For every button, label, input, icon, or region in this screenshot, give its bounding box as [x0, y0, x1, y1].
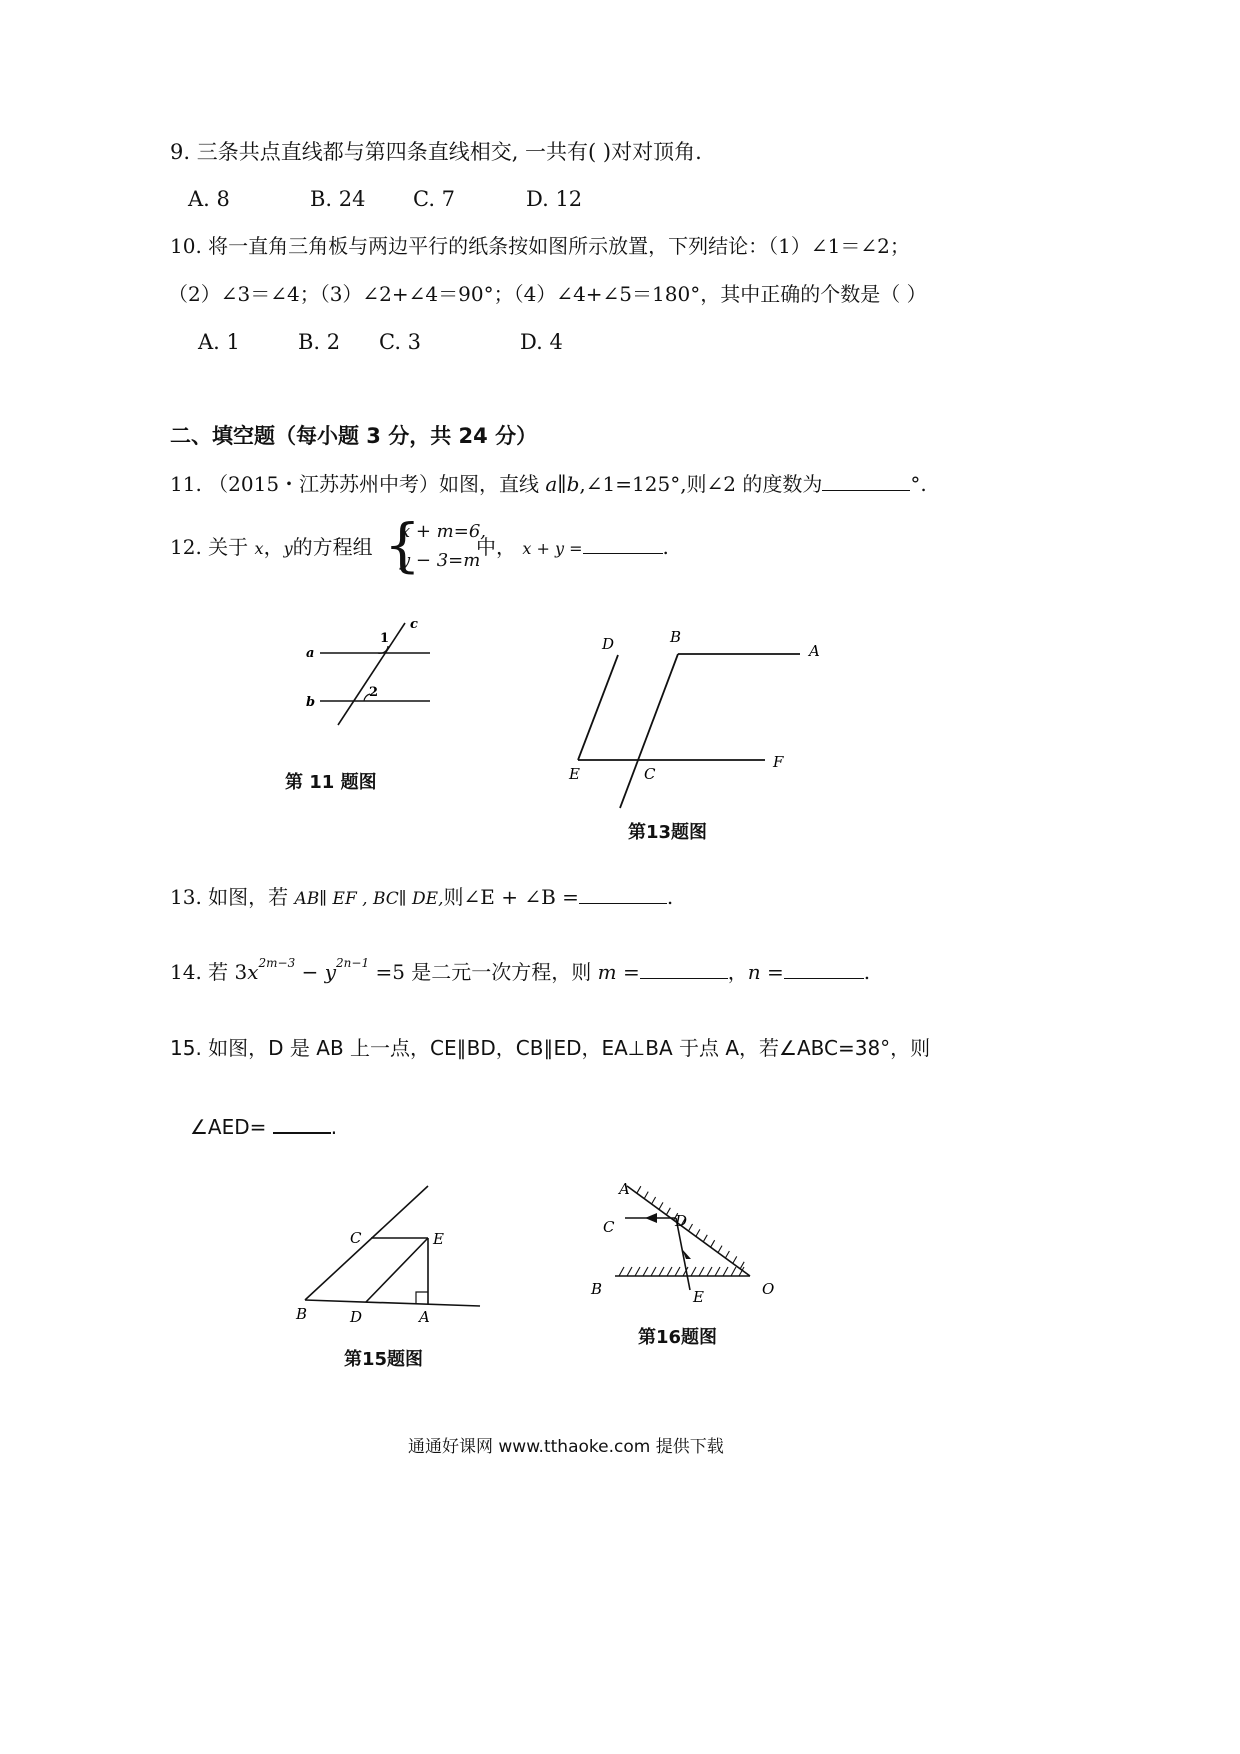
- q10-stem-line1: 10. 将一直角三角板与两边平行的纸条按如图所示放置，下列结论：（1）∠1＝∠2；: [170, 234, 910, 258]
- q15-angle-aed: ∠AED=: [190, 1115, 267, 1139]
- footer-download-note: 通通好课网 www.tthaoke.com 提供下载: [408, 1437, 724, 1457]
- q12-system-brace: {: [384, 511, 421, 579]
- fig15-label-d: D: [350, 1308, 363, 1326]
- q12-var-x: x: [254, 539, 264, 558]
- q14-end: .: [863, 960, 871, 984]
- q14-var-m: m: [597, 960, 617, 984]
- fig16-hatch-ao: [637, 1186, 744, 1269]
- q12-prefix: 12. 关于: [170, 535, 249, 559]
- q15-answer-blank[interactable]: [273, 1112, 331, 1134]
- fig16-label-e: E: [693, 1288, 704, 1306]
- q13-condition: AB∥ EF , BC∥ DE,: [294, 889, 444, 909]
- q14-answer-m-blank[interactable]: [640, 958, 728, 979]
- q10-option-a: A. 1: [198, 330, 240, 354]
- q14-eq-1: =: [616, 960, 640, 984]
- fig11-label-a: a: [306, 646, 315, 661]
- q10-stem-line2: （2）∠3＝∠4；（3）∠2+∠4＝90°；（4）∠4+∠5＝180°，其中正确的个数是（ ）: [168, 282, 927, 306]
- fig13-label-d: D: [602, 635, 615, 653]
- fig13-line-de: [578, 655, 618, 760]
- fig13-label-c: C: [644, 765, 656, 783]
- fig13-label-a: A: [809, 642, 820, 660]
- q14-exponent-1: 2m−3: [258, 956, 296, 970]
- q11-parallel: ∥: [557, 472, 567, 496]
- fig15-line-ba: [305, 1300, 480, 1306]
- fig11-label-c: c: [410, 617, 418, 632]
- q9-option-c: C. 7: [413, 187, 456, 211]
- fig15-caption: 第15题图: [344, 1349, 424, 1370]
- q10-option-d: D. 4: [520, 330, 563, 354]
- fig11-line-c: [338, 623, 405, 725]
- fig16-arrow-left: [645, 1213, 657, 1223]
- fig11-label-1: 1: [380, 631, 390, 646]
- fig16-caption: 第16题图: [638, 1327, 718, 1348]
- fig16-label-c: C: [603, 1218, 615, 1236]
- q11-var-b: b: [566, 472, 580, 496]
- fig15-label-e: E: [433, 1230, 444, 1248]
- section-title-fill-blank: 二、填空题（每小题 3 分，共 24 分）: [170, 424, 538, 448]
- figure-13: [560, 625, 830, 810]
- fig16-label-a: A: [619, 1180, 630, 1198]
- q12-stem-right: [476, 533, 669, 563]
- fig16-hatch-bo: [619, 1267, 744, 1276]
- q14-stem: [170, 958, 870, 989]
- q15-end: .: [330, 1115, 338, 1139]
- q11-stem: [170, 470, 927, 498]
- q9-option-b: B. 24: [310, 187, 366, 211]
- fig11-label-b: b: [306, 695, 316, 710]
- q11-answer-blank[interactable]: [822, 470, 910, 491]
- q13-end: .: [666, 885, 674, 909]
- q12-stem-left: [170, 533, 373, 563]
- fig13-label-e: E: [569, 765, 580, 783]
- q14-var-y: y: [324, 960, 337, 984]
- q12-equation-1: x + m=6,: [400, 521, 487, 542]
- q14-comma: ，: [727, 960, 748, 984]
- q14-var-x: x: [247, 960, 259, 984]
- q14-var-n: n: [747, 960, 761, 984]
- q14-answer-n-blank[interactable]: [784, 958, 864, 979]
- q12-after: 中，: [476, 535, 516, 559]
- q11-middle: ,∠1=125°,则∠2 的度数为: [579, 472, 823, 496]
- figure-16: [585, 1172, 785, 1312]
- q14-eq-2: =: [760, 960, 784, 984]
- q12-comma: ，: [263, 535, 284, 559]
- fig13-label-f: F: [773, 753, 784, 771]
- q14-exponent-2: 2n−1: [336, 956, 370, 970]
- fig15-line-bc: [305, 1186, 428, 1300]
- q13-then: 则∠E + ∠B =: [443, 885, 579, 909]
- q9-option-d: D. 12: [526, 187, 583, 211]
- fig11-label-2: 2: [369, 685, 379, 700]
- fig13-label-b: B: [670, 628, 682, 646]
- figure-11: [300, 615, 440, 735]
- q12-var-y: y: [283, 539, 293, 558]
- q12-expr: x + y =: [522, 539, 583, 558]
- fig16-label-d: D: [675, 1212, 688, 1230]
- q9-option-a: A. 8: [188, 187, 230, 211]
- fig13-line-bc: [620, 654, 678, 808]
- figure-15: [290, 1182, 490, 1330]
- q13-stem: [170, 883, 673, 913]
- q15-stem-line2: [190, 1112, 337, 1141]
- fig16-label-o: O: [762, 1280, 775, 1298]
- q13-answer-blank[interactable]: [579, 883, 667, 904]
- q11-var-a: a: [545, 472, 558, 496]
- q12-equation-2: y − 3=m: [400, 550, 481, 571]
- q15-stem-line1: 15. 如图，D 是 AB 上一点，CE∥BD，CB∥ED，EA⊥BA 于点 A，若∠ABC=38°，则: [170, 1036, 931, 1060]
- q12-end: .: [662, 535, 669, 559]
- q12-mid: 的方程组: [292, 535, 373, 559]
- q11-prefix: 11. （2015・江苏苏州中考）如图，直线: [170, 472, 546, 496]
- q14-rest: =5 是二元一次方程，则: [369, 960, 598, 984]
- q13-prefix: 13. 如图，若: [170, 885, 295, 909]
- q10-option-c: C. 3: [379, 330, 422, 354]
- q10-option-b: B. 2: [298, 330, 341, 354]
- fig15-label-b: B: [296, 1305, 308, 1323]
- q9-stem: 9. 三条共点直线都与第四条直线相交, 一共有( )对对顶角.: [170, 140, 702, 164]
- q12-answer-blank[interactable]: [583, 533, 663, 554]
- q11-suffix: °.: [910, 472, 927, 496]
- fig15-label-c: C: [350, 1229, 362, 1247]
- fig11-caption: 第 11 题图: [285, 772, 377, 793]
- fig13-caption: 第13题图: [628, 822, 708, 843]
- fig16-label-b: B: [591, 1280, 603, 1298]
- fig15-right-angle-mark: [416, 1292, 428, 1303]
- q14-prefix: 14. 若 3: [170, 960, 248, 984]
- q14-minus: −: [295, 960, 325, 984]
- fig15-label-a: A: [419, 1308, 430, 1326]
